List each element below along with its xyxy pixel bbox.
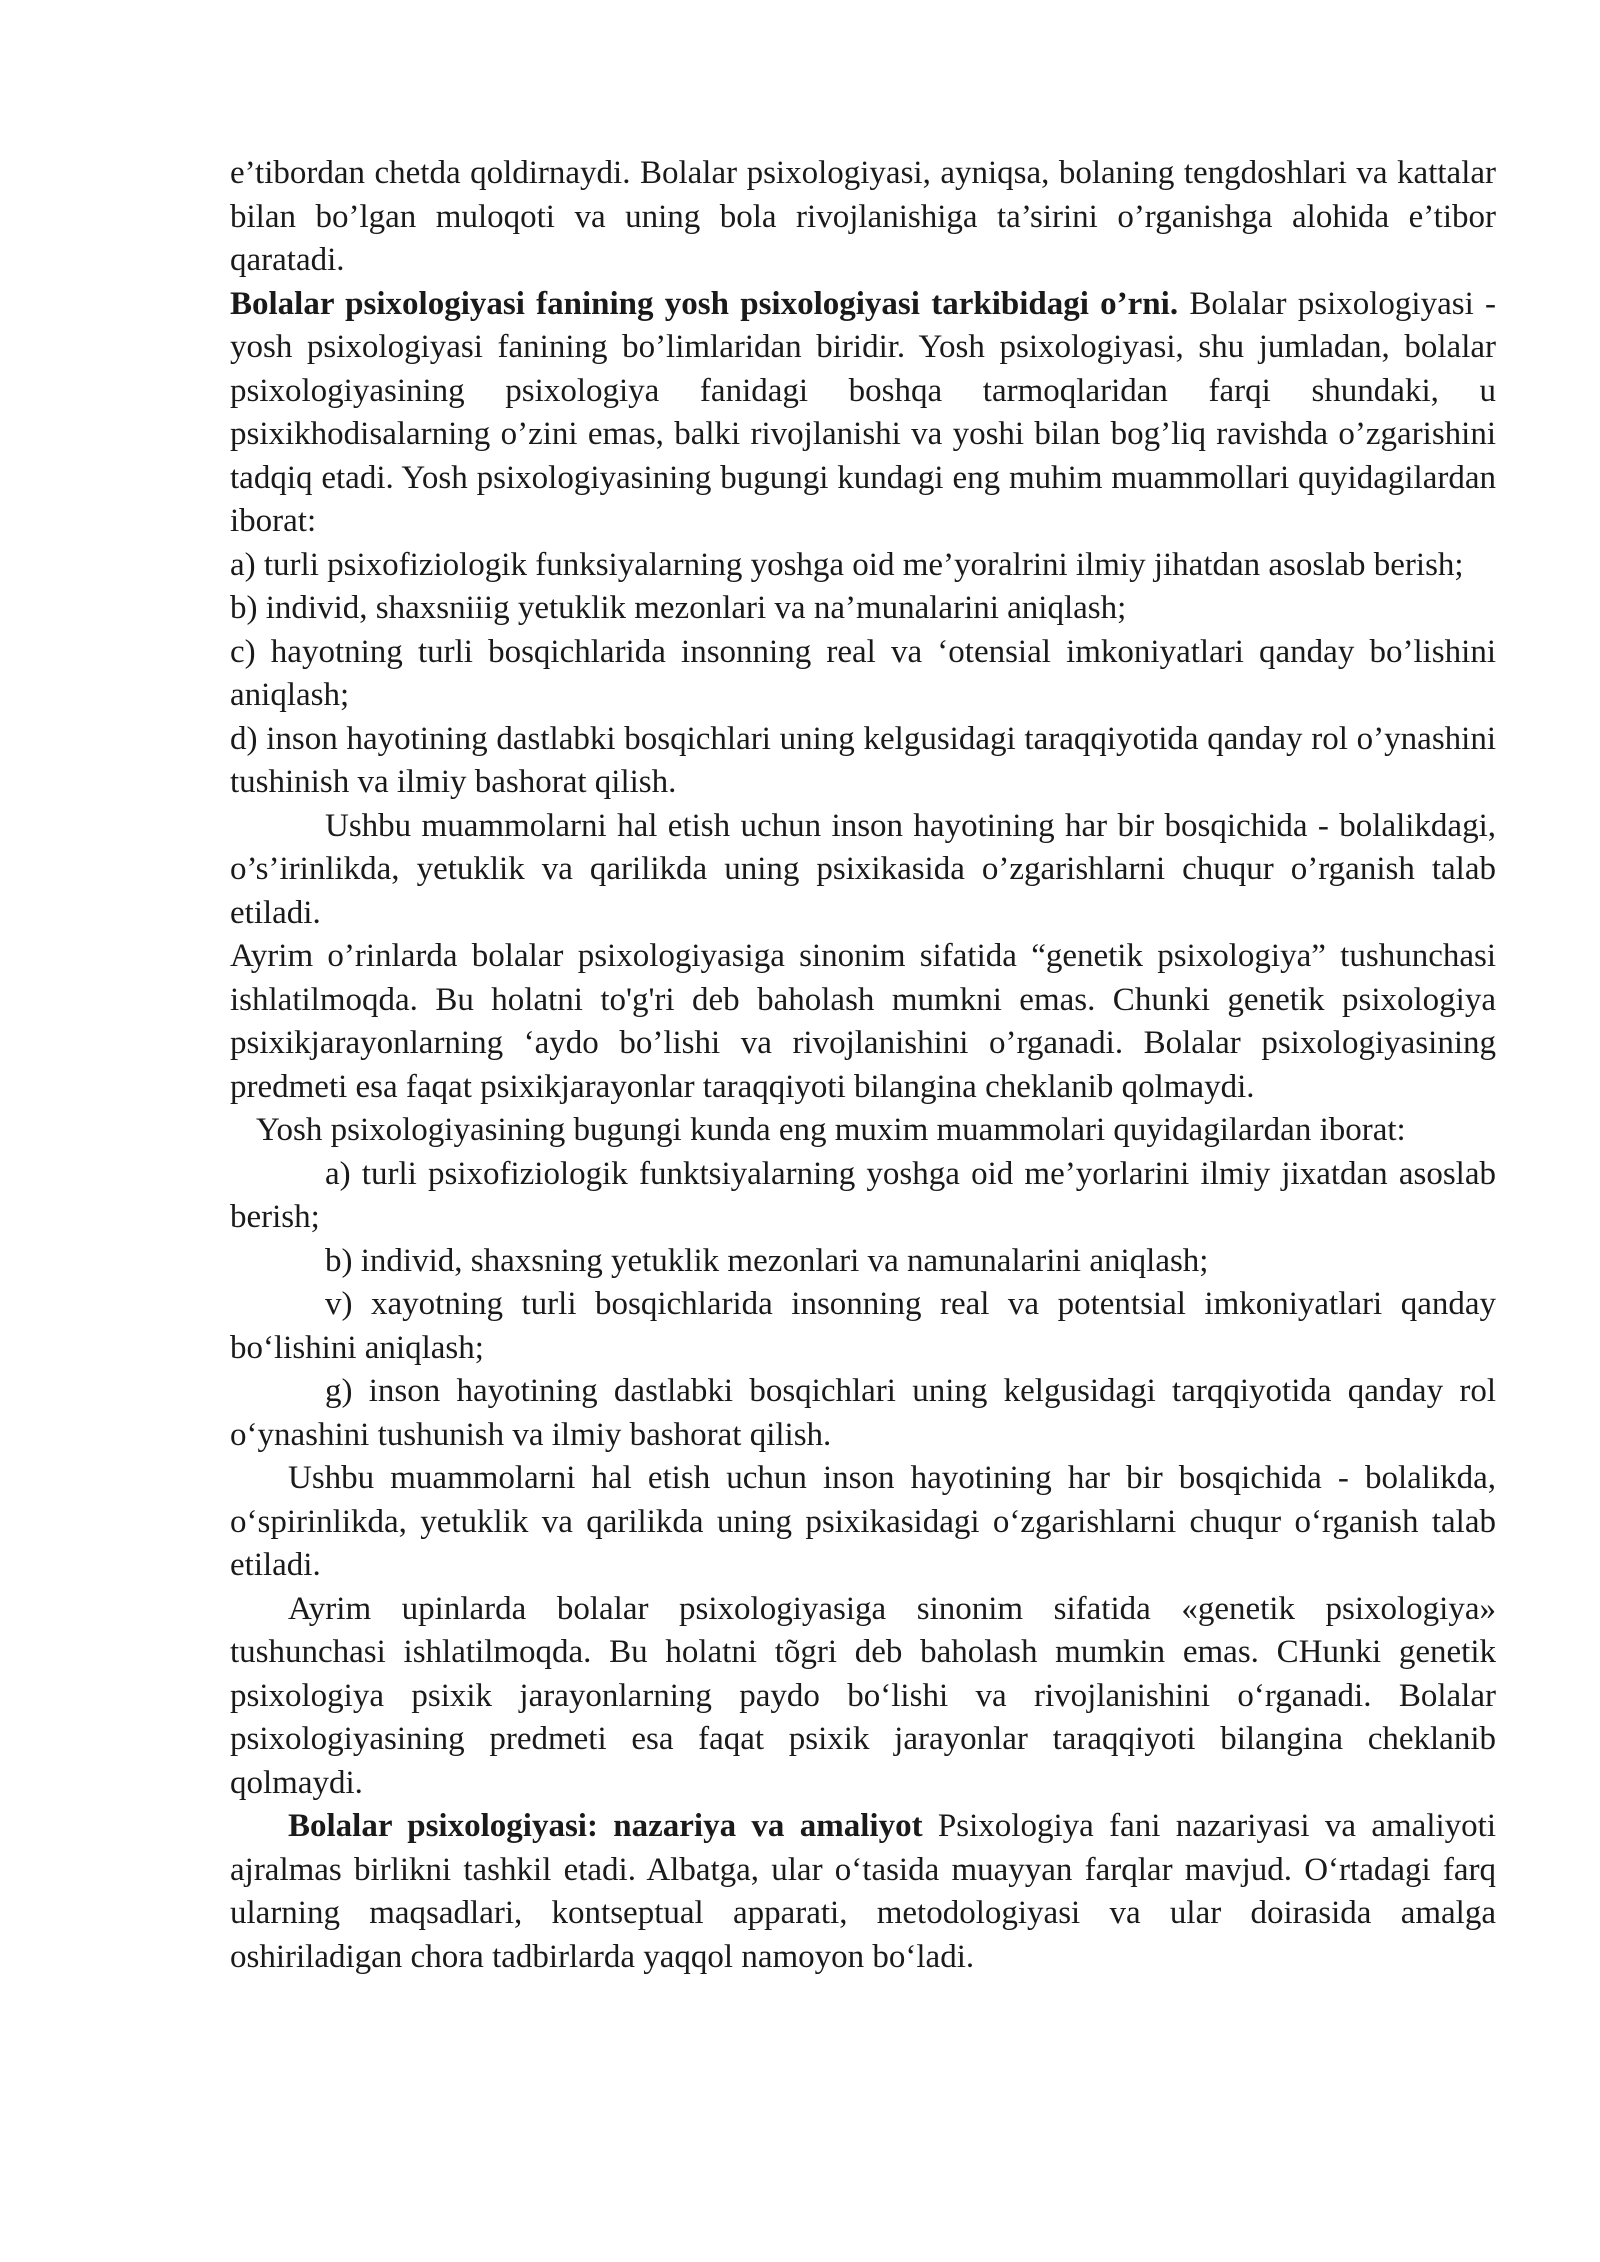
list-item-g-repeat: g) inson hayotining dastlabki bosqichlari uning kelgusidagi tarqqiyotida qanday rol oʻynashini tushunish va ilmiy bashorat qilish. — [230, 1373, 1496, 1453]
list-item-a-repeat: a) turli psixofiziologik funktsiyalarning yoshga oid me’yorlarini ilmiy jixatdan asoslab berish; — [230, 1155, 1496, 1235]
list-item-b-repeat: b) individ, shaxsning yetuklik mezonlari va namunalarini aniqlash; — [325, 1242, 1209, 1279]
list-item-c: c) hayotning turli bosqichlarida insonning real va ‘otensial imkoniyatlari qanday bo’lishini aniqlash; — [230, 633, 1496, 713]
list-item-a: a) turli psixofiziologik funksiyalarning yoshga oid me’yoralrini ilmiy jihatdan asoslab berish; — [230, 546, 1464, 583]
list-item-d: d) inson hayotining dastlabki bosqichlari uning kelgusidagi taraqqiyotida qanday rol o’ynashini tushinish va ilmiy bashorat qilish. — [230, 720, 1496, 800]
section-heading-position: Bolalar psixologiyasi fanining yosh psixologiyasi tarkibidagi o’rni. — [230, 285, 1179, 322]
paragraph-intro-continuation: e’tibordan chetda qoldirnaydi. Bolalar psixologiyasi, ayniqsa, bolaning tengdoshlari va kattalar bilan bo’lgan muloqoti va uning bola rivojlanishiga ta’sirini o’rganishga alohida e’tibor qaratadi. — [230, 155, 1496, 278]
paragraph-genetic-repeat: Ayrim upinlarda bolalar psixologiyasiga sinonim sifatida «genetik psixologiya» tushunchasi ishlatilmoqda. Bu holatni tõgri deb baholash mumkin emas. CHunki genetik psixologiya psixik jarayonlarning paydo boʻlishi va rivojlanishini oʻrganadi. Bolalar psixologiyasining predmeti esa faqat psixik jarayonlar taraqqiyoti bilangina cheklanib qolmaydi. — [230, 1590, 1496, 1801]
paragraph-solution: Ushbu muammolarni hal etish uchun inson hayotining har bir bosqichida - bolalikdagi, o’s’irinlikda, yetuklik va qarilikda uning psixikasida o’zgarishlarni chuqur o’rganish talab etiladi. — [230, 807, 1496, 931]
paragraph-theory-practice: Bolalar psixologiyasi: nazariya va amaliyot Psixologiya fani nazariyasi va amaliyoti ajralmas birlikni tashkil etadi. Albatga, ular oʻtasida muayyan farqlar mavjud. Oʻrtadagi farq ularning maqsadlari, kontseptual apparati, metodologiyasi va ular doirasida amalga oshiriladigan chora tadbirlarda yaqqol namoyon boʻladi. — [230, 1808, 1496, 1975]
document-page — [230, 152, 1496, 1979]
section-heading-theory-practice: Bolalar psixologiyasi: nazariya va amaliyot — [288, 1808, 923, 1844]
list-item-v-repeat: v) xayotning turli bosqichlarida insonning real va potentsial imkoniyatlari qanday boʻlishini aniqlash; — [230, 1286, 1496, 1366]
list-item-b: b) individ, shaxsniiig yetuklik mezonlari va na’munalarini aniqlash; — [230, 590, 1127, 626]
paragraph-genetic: Ayrim o’rinlarda bolalar psixologiyasiga sinonim sifatida “genetik psixologiya” tushunchasi ishlatilmoqda. Bu holatni to'g'ri deb baholash mumkni emas. Chunki genetik psixologiya psixikjarayonlarning ‘aydo bo’lishi va rivojlanishini o’rganadi. Bolalar psixologiyasining predmeti esa faqat psixikjarayonlar taraqqiyoti bilangina cheklanib qolmaydi. — [230, 938, 1496, 1105]
paragraph-solution-repeat: Ushbu muammolarni hal etish uchun inson hayotining har bir bosqichida - bolalikda, oʻspirinlikda, yetuklik va qarilikda uning psixikasidagi oʻzgarishlarni chuqur oʻrganish talab etiladi. — [230, 1460, 1496, 1583]
paragraph-problems-repeat: Yosh psixologiyasining bugungi kunda eng muxim muammolari quyidagilardan iborat: — [256, 1112, 1406, 1148]
paragraph-section-position: Bolalar psixologiyasi fanining yosh psixologiyasi tarkibidagi o’rni. Bolalar psixologiyasi - yosh psixologiyasi fanining bo’limlaridan biridir. Yosh psixologiyasi, shu jumladan, bolalar psixologiyasining psixologiya fanidagi boshqa tarmoqlaridan farqi shundaki, u psixikhodisalarning o’zini emas, balki rivojlanishi va yoshi bilan bog’liq ravishda o’zgarishini tadqiq etadi. Yosh psixologiyasining bugungi kundagi eng muhim muammollari quyidagilardan iborat: — [230, 285, 1496, 539]
